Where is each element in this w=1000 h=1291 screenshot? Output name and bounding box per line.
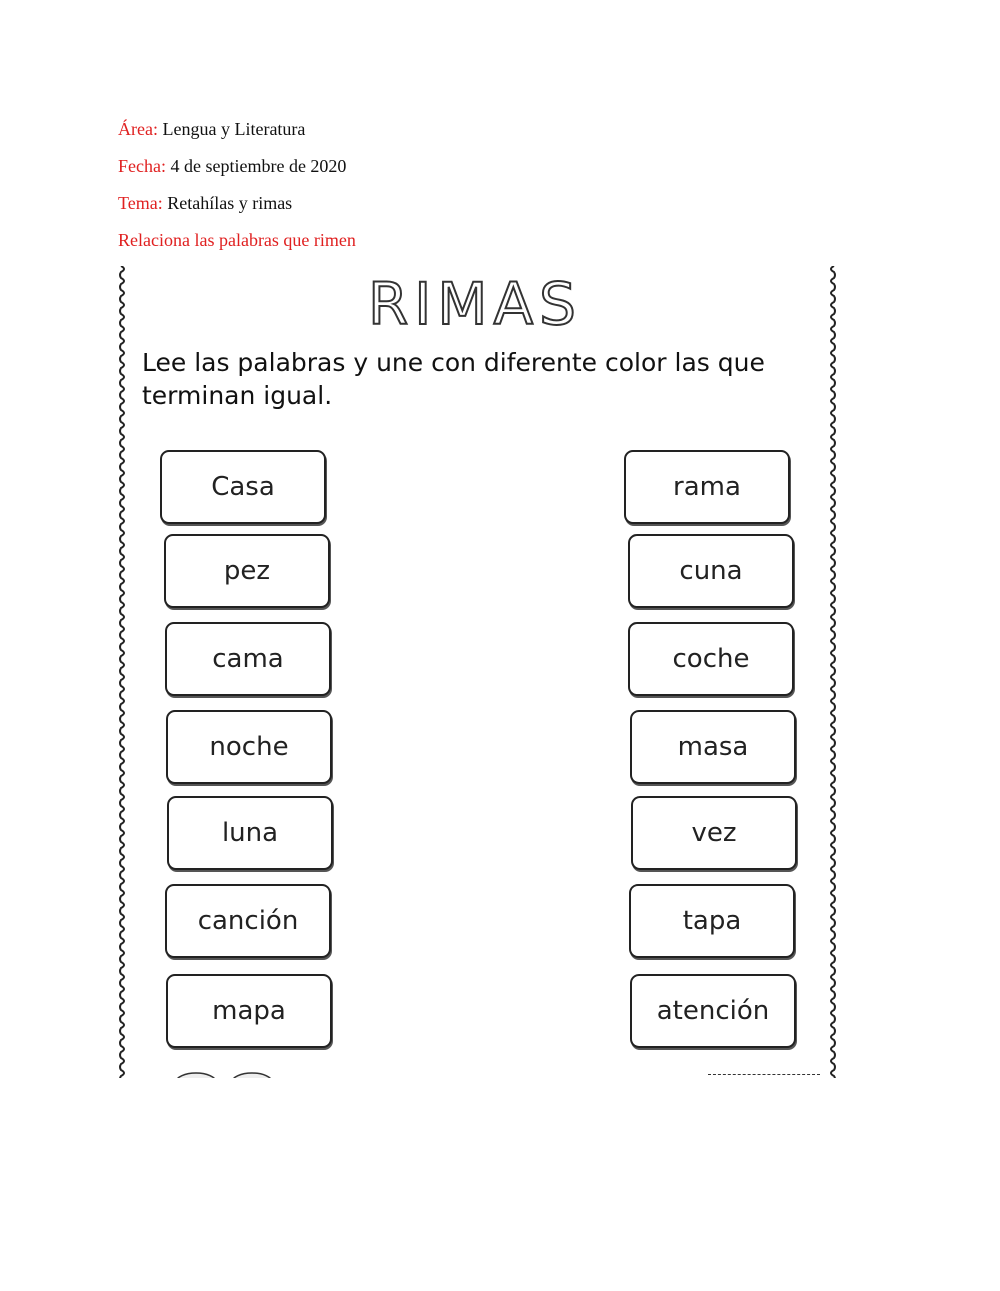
left-word-5[interactable]: luna <box>167 796 333 870</box>
worksheet-title: RIMAS <box>368 270 582 338</box>
footer-decoration-icon <box>174 1066 284 1078</box>
left-word-3[interactable]: cama <box>165 622 331 696</box>
right-word-7[interactable]: atención <box>630 974 796 1048</box>
area-label: Área: <box>118 119 158 139</box>
right-word-6[interactable]: tapa <box>629 884 795 958</box>
fecha-line <box>118 156 346 177</box>
fecha-value: 4 de septiembre de 2020 <box>170 156 347 176</box>
left-word-4[interactable]: noche <box>166 710 332 784</box>
area-value: Lengua y Literatura <box>162 119 306 139</box>
fecha-label: Fecha: <box>118 156 166 176</box>
left-word-1[interactable]: Casa <box>160 450 326 524</box>
right-word-3[interactable]: coche <box>628 622 794 696</box>
tema-line <box>118 193 292 214</box>
signature-line <box>708 1074 820 1075</box>
tema-value: Retahílas y rimas <box>167 193 293 213</box>
left-word-2[interactable]: pez <box>164 534 330 608</box>
right-word-4[interactable]: masa <box>630 710 796 784</box>
right-word-1[interactable]: rama <box>624 450 790 524</box>
area-line <box>118 119 305 140</box>
instruction-text: Relaciona las palabras que rimen <box>118 230 356 250</box>
tema-label: Tema: <box>118 193 163 213</box>
worksheet-directions: Lee las palabras y une con diferente color las que terminan igual. <box>142 348 765 410</box>
right-word-5[interactable]: vez <box>631 796 797 870</box>
worksheet-image <box>118 266 838 1078</box>
left-word-6[interactable]: canción <box>165 884 331 958</box>
right-word-2[interactable]: cuna <box>628 534 794 608</box>
left-word-7[interactable]: mapa <box>166 974 332 1048</box>
